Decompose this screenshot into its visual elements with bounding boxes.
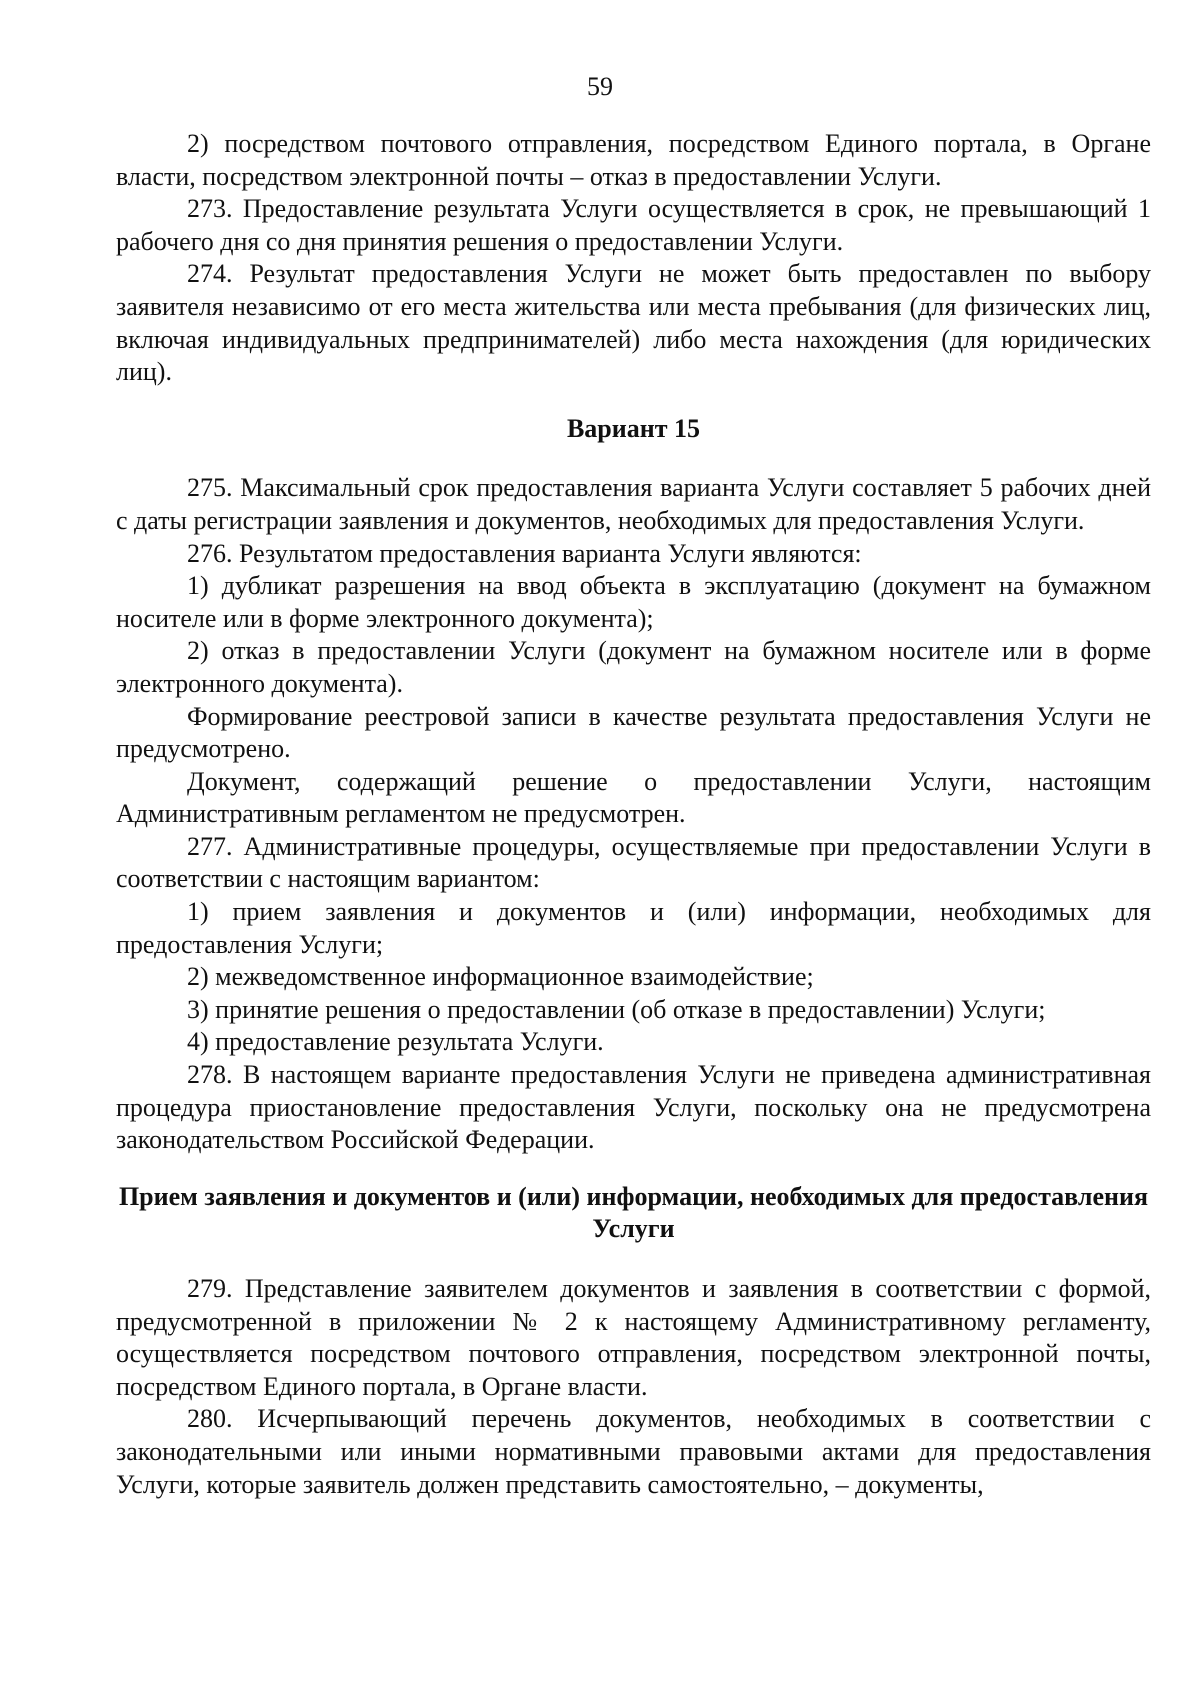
list-item: 3) принятие решения о предоставлении (об отказе в предоставлении) Услуги; [187, 994, 1046, 1024]
paragraph: Формирование реестровой записи в качестве результата предоставления Услуги не предусмотрено. [116, 701, 1151, 764]
page-number: 59 [587, 72, 613, 101]
paragraph: Документ, содержащий решение о предоставлении Услуги, настоящим Административным регламентом не предусмотрен. [116, 766, 1151, 829]
paragraph-280: 280. Исчерпывающий перечень документов, необходимых в соответствии с законодательными или иными нормативными правовыми актами для предоставления Услуги, которые заявитель должен представить самостоятельно, – документы, [116, 1404, 1151, 1499]
document-body [116, 128, 1151, 1501]
paragraph-276: 276. Результатом предоставления варианта Услуги являются: [187, 538, 862, 568]
variant-heading: Вариант 15 [566, 413, 701, 443]
list-item: 2) межведомственное информационное взаимодействие; [187, 962, 814, 992]
paragraph-278: 278. В настоящем варианте предоставления Услуги не приведена административная процедура приостановление предоставления Услуги, поскольку она не предусмотрена законодательством Российской Федерации. [116, 1060, 1151, 1155]
paragraph-275: 275. Максимальный срок предоставления варианта Услуги составляет 5 рабочих дней с даты регистрации заявления и документов, необходимых для предоставления Услуги. [116, 473, 1151, 535]
list-item: 4) предоставление результата Услуги. [187, 1027, 604, 1057]
section-heading: Прием заявления и документов и (или) информации, необходимых для предоставления Услуги [118, 1181, 1149, 1244]
paragraph-274: 274. Результат предоставления Услуги не может быть предоставлен по выбору заявителя независимо от его места жительства или места пребывания (для физических лиц, включая индивидуальных предпринимателей) либо места нахождения (для юридических лиц). [116, 259, 1151, 387]
paragraph-277: 277. Административные процедуры, осуществляемые при предоставлении Услуги в соответствии с настоящим вариантом: [116, 831, 1151, 894]
paragraph-279: 279. Представление заявителем документов и заявления в соответствии с формой, предусмотренной в приложении № 2 к настоящему Административному регламенту, осуществляется посредством почтового отправления, посредством электронной почты, посредством Единого портала, в Органе власти. [116, 1274, 1151, 1401]
paragraph: 2) посредством почтового отправления, посредством Единого портала, в Органе власти, посредством электронной почты – отказ в предоставлении Услуги. [116, 129, 1151, 191]
paragraph-273: 273. Предоставление результата Услуги осуществляется в срок, не превышающий 1 рабочего дня со дня принятия решения о предоставлении Услуги. [116, 194, 1151, 256]
list-item: 1) дубликат разрешения на ввод объекта в эксплуатацию (документ на бумажном носителе или в форме электронного документа); [116, 571, 1151, 633]
list-item: 1) прием заявления и документов и (или) информации, необходимых для предоставления Услуги; [116, 897, 1151, 959]
list-item: 2) отказ в предоставлении Услуги (документ на бумажном носителе или в форме электронного документа). [116, 636, 1151, 698]
